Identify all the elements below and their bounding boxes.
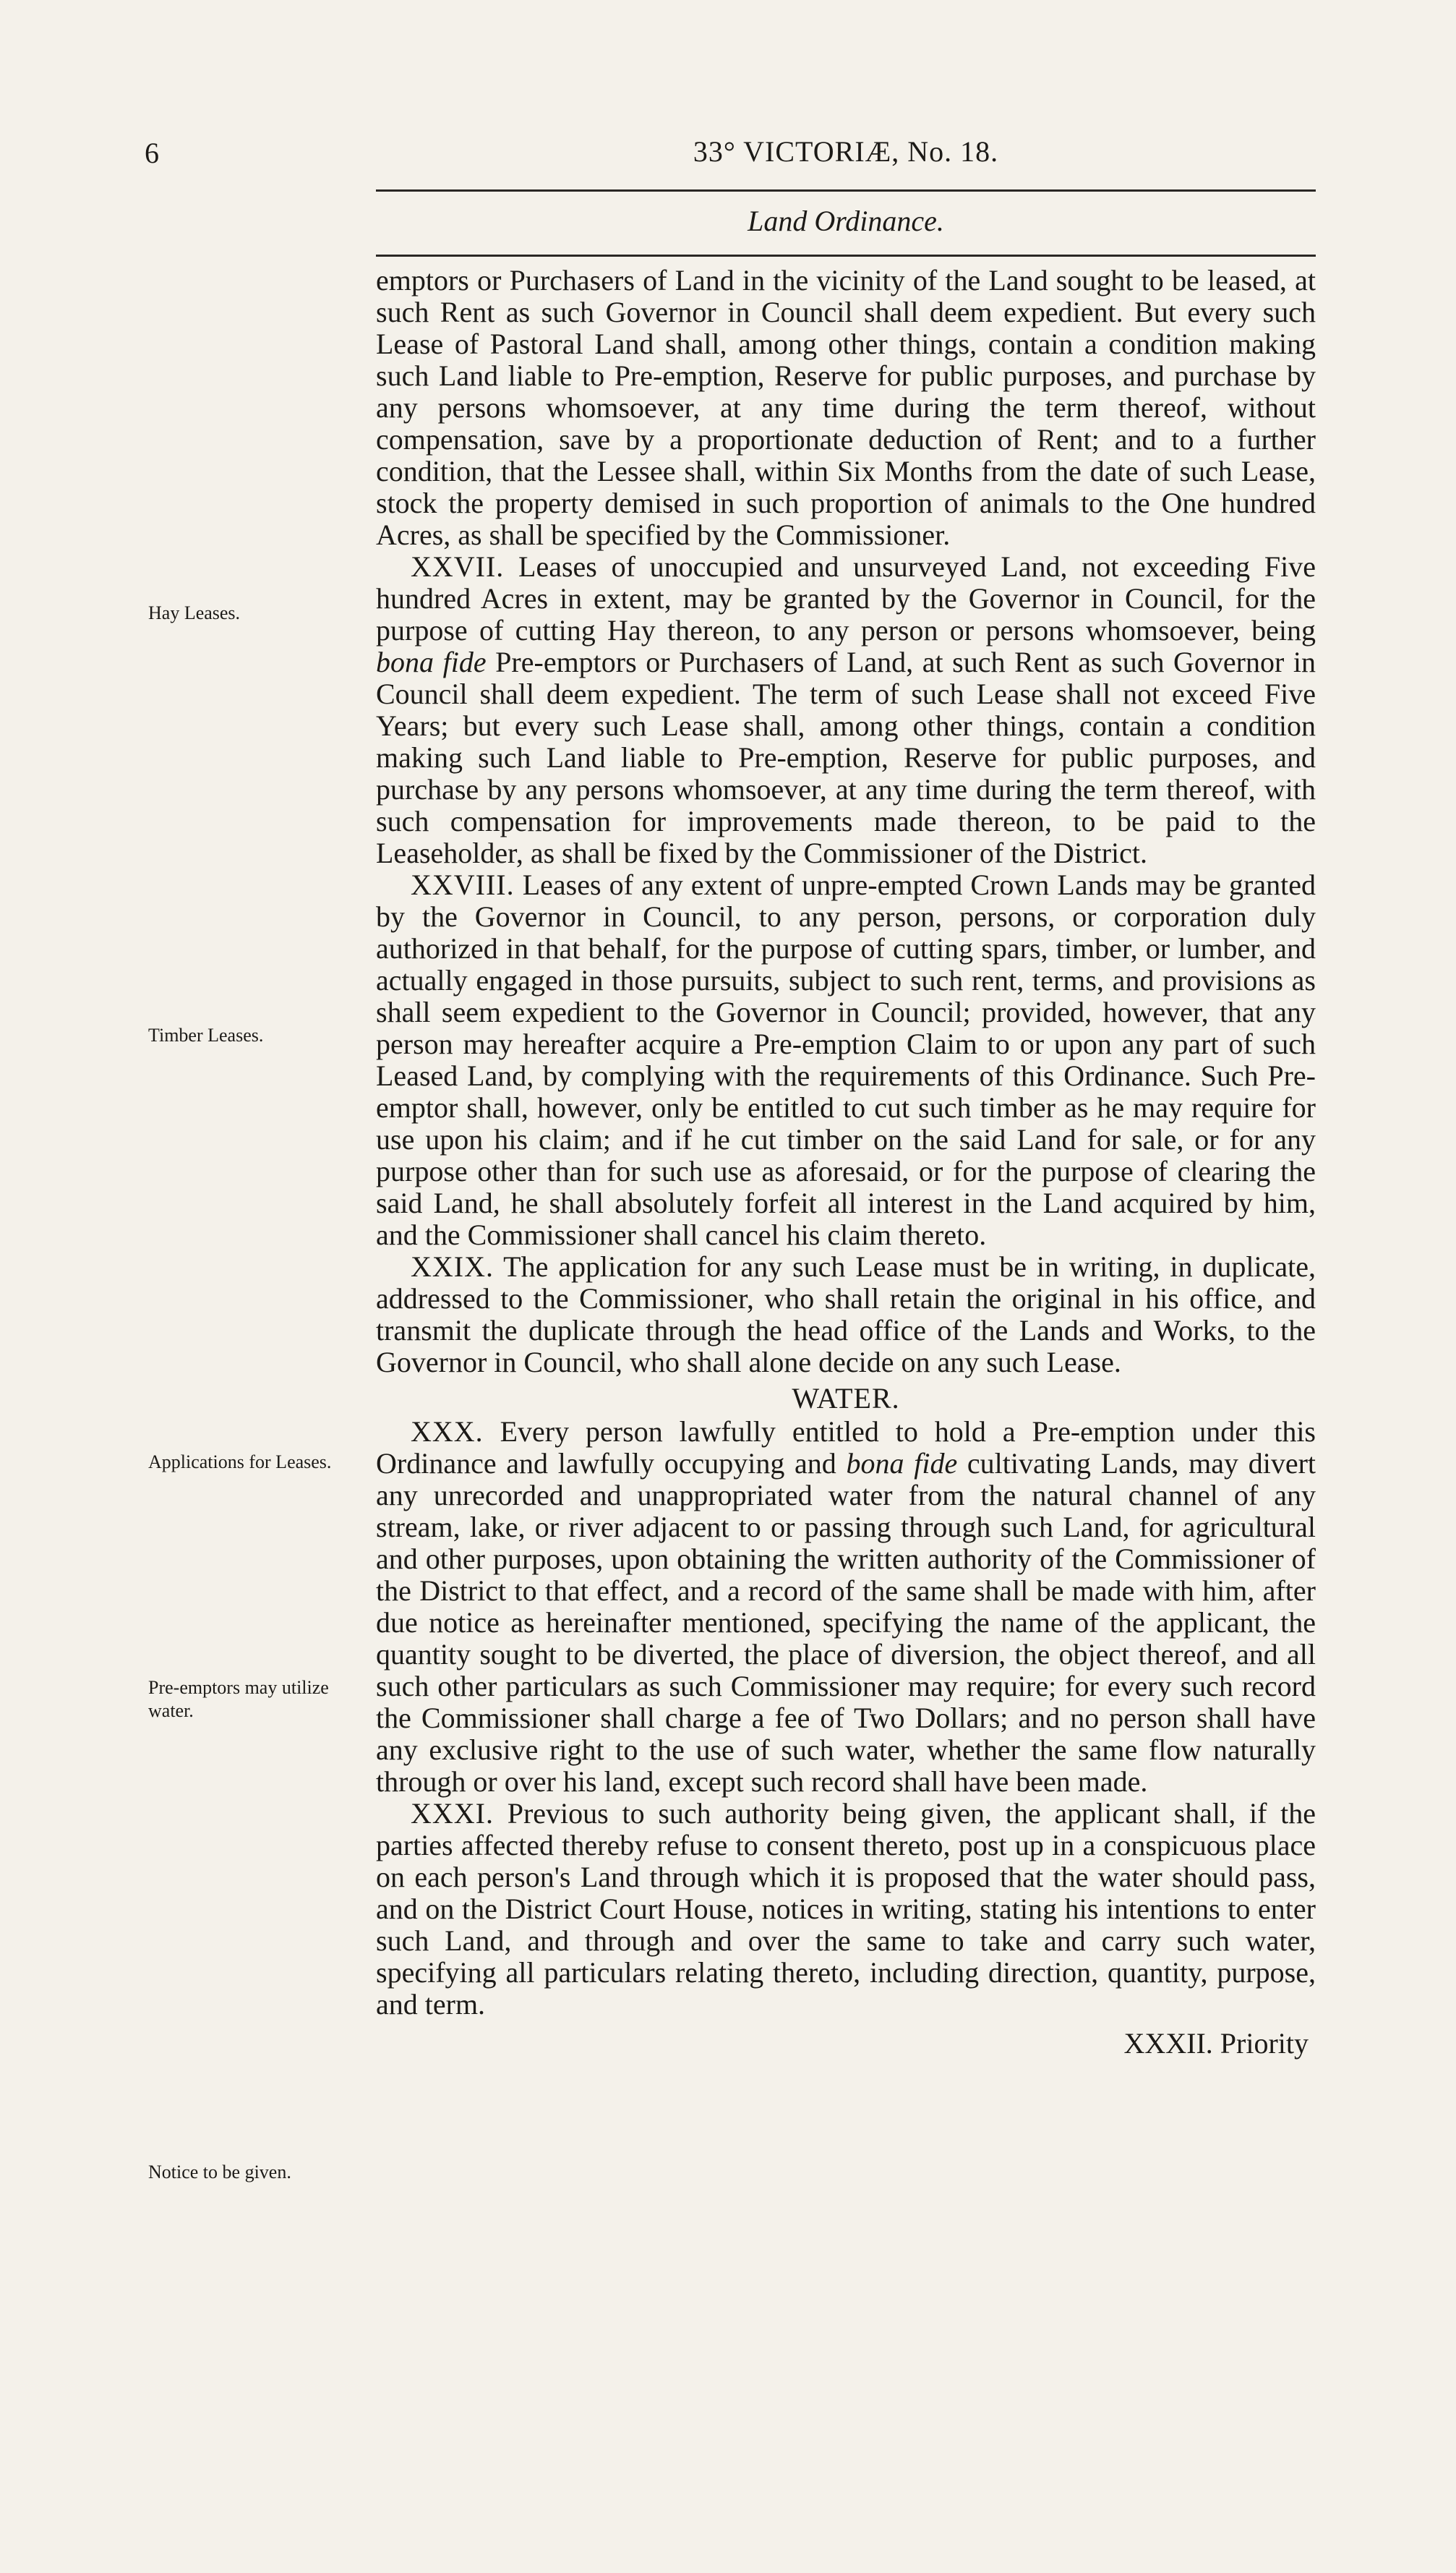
subtitle: Land Ordinance.: [748, 205, 944, 237]
paragraph-xxxi: [376, 1798, 1316, 2021]
margin-note-pre-emptors-water: Pre-emptors may utilize water.: [148, 1677, 329, 1721]
header-rule-bottom: [376, 255, 1316, 257]
paragraph-xxviii: [376, 869, 1316, 1251]
catchword: XXXII. Priority: [1123, 2027, 1309, 2060]
running-head: 33° VICTORIÆ, No. 18.: [693, 135, 999, 168]
italic-phrase: bona fide: [846, 1447, 958, 1480]
paragraph-text: Leases of any extent of unpre-empted Crown Lands may be granted by the Governor in Council, to any person, persons, or corporation duly authorized in that behalf, for the purpose of cutting spars, timber, or lumber, and actually engaged in those pursuits, subject to such rent, terms, and provisions as shall seem expedient to the Governor in Council; provided, however, that any person may hereafter acquire a Pre-emption Claim to or upon any part of such Leased Land, by complying with the requirements of this Ordinance. Such Pre-emptor shall, however, only be entitled to cut such timber as he may require for use upon his claim; and if he cut timber on the said Land for sale, or for any purpose other than for such use as aforesaid, or for the purpose of clearing the said Land, he shall absolutely forfeit all interest in the Land acquired by him, and the Commissioner shall cancel his claim thereto.: [376, 869, 1316, 1251]
section-heading-water: WATER.: [792, 1382, 900, 1414]
paragraph-text: cultivating Lands, may divert any unrecorded and unappropriated water from the natural channel of any stream, lake, or river adjacent to or passing through such Land, for agricultural and other purposes, upon obtaining the written authority of the Commissioner of the District to that effect, and a record of the same shall be made with him, after due notice as hereinafter mentioned, specifying the name of the applicant, the quantity sought to be diverted, the place of diversion, the object thereof, and all such other particulars as such Commissioner may require; for every such record the Commissioner shall charge a fee of Two Dollars; and no person shall have any exclusive right to the use of such water, whether the same flow naturally through or over his land, except such record shall have been made.: [376, 1447, 1316, 1798]
page-number: 6: [145, 137, 159, 169]
paragraph-text: Previous to such authority being given, the applicant shall, if the parties affected thereby refuse to consent thereto, post up in a conspicuous place on each person's Land through which it is proposed that the water should pass, and on the District Court House, notices in writing, stating his intentions to enter such Land, and through and over the same to take and carry such water, specifying all particulars relating thereto, including direction, quantity, purpose, and term.: [376, 1797, 1316, 2021]
section-number: XXVII.: [411, 550, 505, 583]
paragraph-text: The application for any such Lease must be in writing, in duplicate, addressed to the Commissioner, who shall retain the original in his office, and transmit the duplicate through the head office of the Lands and Works, to the Governor in Council, who shall alone decide on any such Lease.: [376, 1250, 1316, 1378]
margin-note-notice: Notice to be given.: [148, 2162, 291, 2182]
section-number: XXX.: [411, 1415, 484, 1448]
paragraph-xxvii: [376, 551, 1316, 869]
paragraph-text: Every person lawfully entitled to hold a Pre-emption under this Ordinance and lawfully occupying and: [376, 1415, 1316, 1480]
margin-note-hay-leases: Hay Leases.: [148, 602, 241, 623]
header-rule-top: [376, 189, 1316, 192]
margin-note-applications: Applications for Leases.: [148, 1451, 332, 1472]
italic-phrase: bona fide: [376, 646, 487, 678]
margin-note-timber-leases: Timber Leases.: [148, 1025, 264, 1046]
paragraph-xxix: [376, 1251, 1316, 1378]
section-number: XXVIII.: [411, 869, 515, 901]
section-number: XXXI.: [411, 1797, 494, 1830]
paragraph-continuation: emptors or Purchasers of Land in the vicinity of the Land sought to be leased, at such Rent as such Governor in Council shall deem expedient. But every such Lease of Pastoral Land shall, among other things, contain a condition making such Land liable to Pre-emption, Reserve for public purposes, and purchase by any persons whomsoever, at any time during the term thereof, without compensation, save by a proportionate deduction of Rent; and to a further condition, that the Lessee shall, within Six Months from the date of such Lease, stock the property demised in such proportion of animals to the One hundred Acres, as shall be specified by the Commissioner.: [376, 264, 1316, 551]
paragraph-text: Leases of unoccupied and unsurveyed Land, not exceeding Five hundred Acres in extent, may be granted by the Governor in Council, for the purpose of cutting Hay thereon, to any person or persons whomsoever, being: [376, 550, 1316, 647]
paragraph-xxx: [376, 1416, 1316, 1798]
body-text: [376, 265, 1316, 2061]
paragraph-text: Pre-emptors or Purchasers of Land, at such Rent as such Governor in Council shall deem expedient. The term of such Lease shall not exceed Five Years; but every such Lease shall, among other things, contain a condition making such Land liable to Pre-emption, Reserve for public purposes, and purchase by any persons whomsoever, at any time during the term thereof, with such compensation for improvements made thereon, to be paid to the Leaseholder, as shall be fixed by the Commissioner of the District.: [376, 646, 1316, 869]
section-number: XXIX.: [411, 1250, 494, 1283]
